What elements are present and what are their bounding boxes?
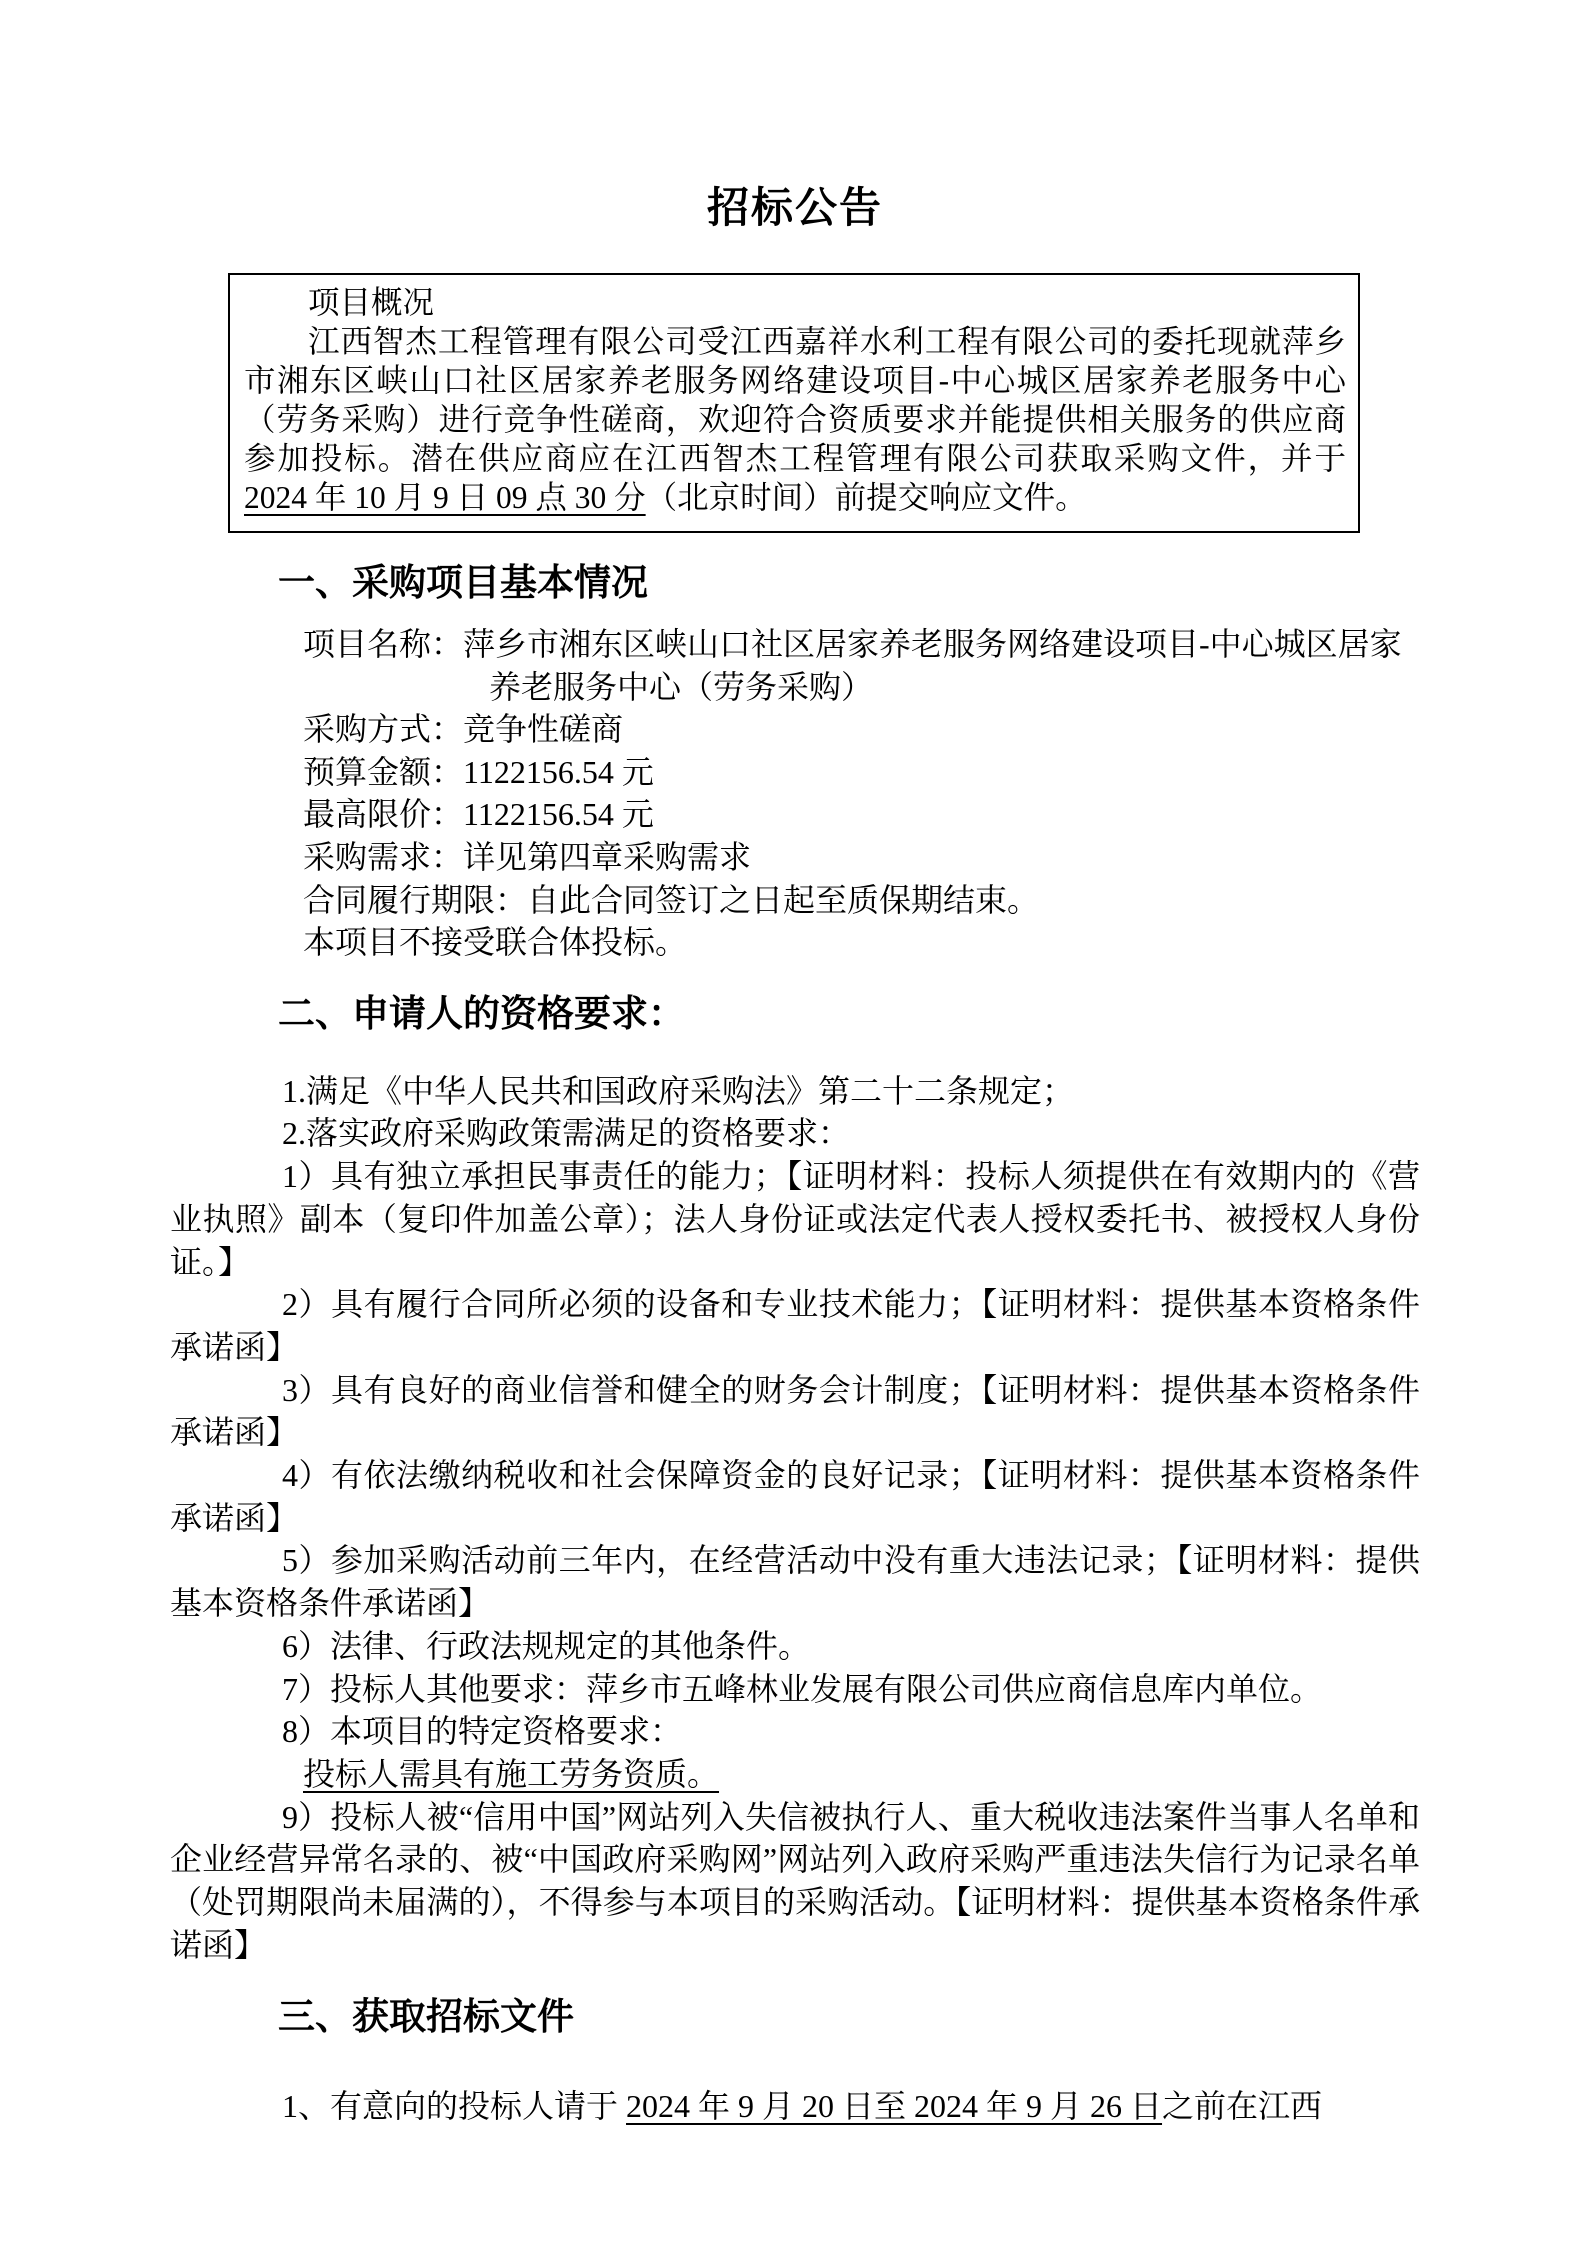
credit-china-clause: 9）投标人被“信用中国”网站列入失信被执行人、重大税收违法案件当事人名单和企业经营异常名录的、被“中国政府采购网”网站列入政府采购严重违法失信行为记录名单（处罚期限尚未届满的），不得参与本项目的采购活动。【证明材料：提供基本资格条件承诺函】: [170, 1798, 1420, 1963]
qualification-item: 1）具有独立承担民事责任的能力；【证明材料：投标人须提供在有效期内的《营业执照》副本（复印件加盖公章）；法人身份证或法定代表人授权委托书、被授权人身份证。】: [170, 1158, 1420, 1280]
qualification-item: 6）法律、行政法规规定的其他条件。: [282, 1627, 811, 1664]
section-1-details: [303, 623, 1420, 964]
overview-intro-text: 江西智杰工程管理有限公司受江西嘉祥水利工程有限公司的委托现就萍乡市湘东区峡山口社区居家养老服务网络建设项目-中心城区居家养老服务中心（劳务采购）进行竞争性磋商，欢迎符合资质要求并能提供相关服务的供应商参加投标。潜在供应商应在江西智杰工程管理有限公司获取采购文件，并于: [244, 324, 1346, 476]
qualification-item: 2.落实政府采购政策需满足的资格要求：: [282, 1115, 851, 1152]
project-overview-paragraph: [244, 322, 1346, 517]
procurement-method-row: 采购方式：竞争性磋商: [303, 711, 624, 748]
project-name-value: 萍乡市湘东区峡山口社区居家养老服务网络建设项目-中心城区居家养老服务中心（劳务采购）: [463, 626, 1402, 705]
section-3-heading: 三、获取招标文件: [278, 1996, 574, 2038]
acquisition-dates-underlined: 2024 年 9 月 20 日至 2024 年 9 月 26 日: [626, 2087, 1163, 2124]
qualification-item: 1.满足《中华人民共和国政府采购法》第二十二条规定；: [282, 1072, 1075, 1109]
section-2-heading: 二、申请人的资格要求：: [278, 993, 685, 1035]
special-qualification-requirement: [170, 1753, 1420, 1796]
project-overview-heading: 项目概况: [308, 285, 435, 320]
contract-period-row: 合同履行期限：自此合同签订之日起至质保期结束。: [303, 881, 1040, 918]
section-2-body: [170, 1070, 1420, 1967]
qualification-item: 7）投标人其他要求：萍乡市五峰林业发展有限公司供应商信息库内单位。: [282, 1670, 1323, 1707]
project-name-label: 项目名称：: [303, 626, 464, 662]
document-acquisition-paragraph: [170, 2085, 1420, 2128]
no-consortium-note: 本项目不接受联合体投标。: [303, 924, 688, 961]
document-title: 招标公告: [706, 186, 883, 232]
submission-deadline-underlined: 2024 年 10 月 9 日 09 点 30 分: [244, 480, 646, 515]
qualification-item: 5）参加采购活动前三年内，在经营活动中没有重大违法记录；【证明材料：提供基本资格条件承诺函】: [170, 1542, 1420, 1622]
qualification-item: 4）有依法缴纳税收和社会保障资金的良好记录；【证明材料：提供基本资格条件承诺函】: [170, 1457, 1420, 1536]
qualification-item: 2）具有履行合同所必须的设备和专业技术能力；【证明材料：提供基本资格条件承诺函】: [170, 1286, 1420, 1365]
budget-amount-row: 预算金额：1122156.54 元: [303, 753, 654, 790]
project-overview-box: [228, 273, 1360, 533]
price-ceiling-row: 最高限价：1122156.54 元: [303, 796, 654, 833]
acquisition-text: 1、有意向的投标人请于: [282, 2087, 627, 2124]
labor-qualification-underlined: 投标人需具有施工劳务资质。: [303, 1756, 720, 1792]
qualification-item: 3）具有良好的商业信誉和健全的财务会计制度；【证明材料：提供基本资格条件承诺函】: [170, 1371, 1420, 1451]
qualification-item: 8）本项目的特定资格要求：: [282, 1713, 683, 1750]
section-1-heading: 一、采购项目基本情况: [278, 563, 648, 604]
project-name-row: [303, 623, 1420, 708]
overview-intro-tail: （北京时间）前提交响应文件。: [645, 480, 1087, 515]
acquisition-text-tail: 之前在江西: [1162, 2087, 1323, 2124]
procurement-demand-row: 采购需求：详见第四章采购需求: [303, 838, 752, 875]
